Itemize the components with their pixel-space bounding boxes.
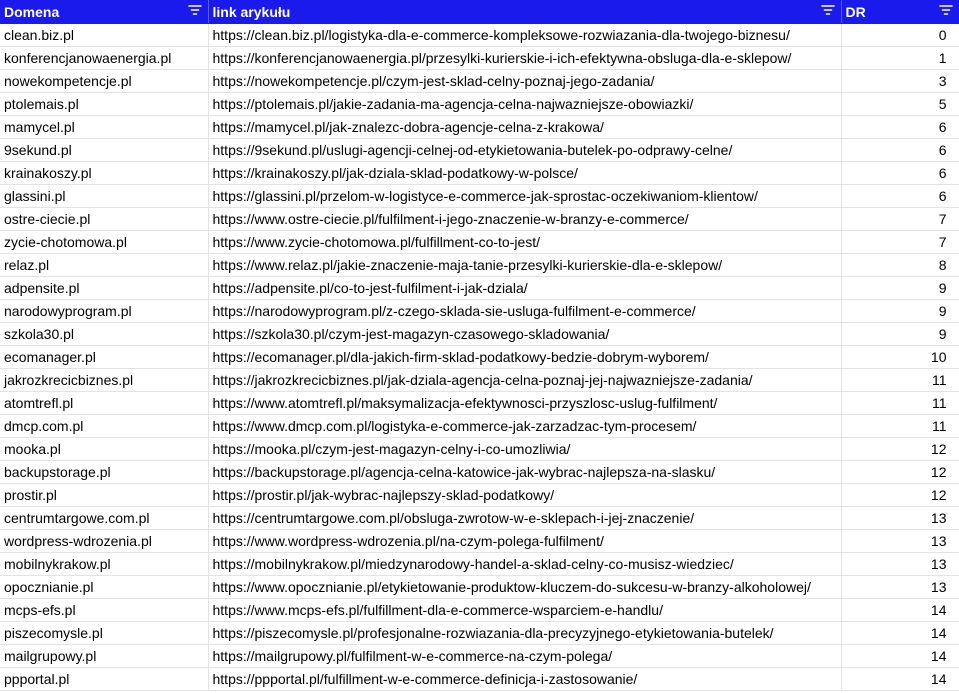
header-domain[interactable]	[0, 0, 208, 23]
table-row	[0, 207, 959, 230]
cell-dr[interactable]: 11	[841, 391, 959, 414]
cell-link[interactable]: https://piszecomysle.pl/profesjonalne-rozwiazania-dla-precyzyjnego-etykietowania-butelek/	[208, 621, 841, 644]
table-row	[0, 460, 959, 483]
cell-link[interactable]: https://centrumtargowe.com.pl/obsluga-zwrotow-w-e-sklepach-i-jej-znaczenie/	[208, 506, 841, 529]
cell-link[interactable]: https://adpensite.pl/co-to-jest-fulfilment-i-jak-dziala/	[208, 276, 841, 299]
table-row	[0, 46, 959, 69]
cell-dr[interactable]: 13	[841, 575, 959, 598]
cell-link[interactable]: https://krainakoszy.pl/jak-dziala-sklad-podatkowy-w-polsce/	[208, 161, 841, 184]
table-row	[0, 621, 959, 644]
cell-link[interactable]: https://prostir.pl/jak-wybrac-najlepszy-sklad-podatkowy/	[208, 483, 841, 506]
table-row	[0, 161, 959, 184]
cell-domain[interactable]: 9sekund.pl	[0, 138, 208, 161]
cell-link[interactable]: https://mooka.pl/czym-jest-magazyn-celny-i-co-umozliwia/	[208, 437, 841, 460]
cell-link[interactable]: https://backupstorage.pl/agencja-celna-katowice-jak-wybrac-najlepsza-na-slasku/	[208, 460, 841, 483]
cell-dr[interactable]: 11	[841, 414, 959, 437]
header-link[interactable]	[208, 0, 841, 23]
cell-dr[interactable]: 10	[841, 345, 959, 368]
cell-dr[interactable]: 14	[841, 598, 959, 621]
table-row	[0, 598, 959, 621]
table-row	[0, 506, 959, 529]
cell-link[interactable]: https://www.wordpress-wdrozenia.pl/na-czym-polega-fulfilment/	[208, 529, 841, 552]
cell-link[interactable]: https://www.mcps-efs.pl/fulfillment-dla-e-commerce-wsparciem-e-handlu/	[208, 598, 841, 621]
cell-domain[interactable]: relaz.pl	[0, 253, 208, 276]
cell-dr[interactable]: 9	[841, 322, 959, 345]
cell-domain[interactable]: zycie-chotomowa.pl	[0, 230, 208, 253]
cell-domain[interactable]: mailgrupowy.pl	[0, 644, 208, 667]
cell-dr[interactable]: 13	[841, 506, 959, 529]
filter-icon[interactable]	[188, 4, 202, 18]
table-row	[0, 391, 959, 414]
table-row	[0, 437, 959, 460]
cell-link[interactable]: https://clean.biz.pl/logistyka-dla-e-commerce-kompleksowe-rozwiazania-dla-twojego-biznesu/	[208, 23, 841, 46]
cell-domain[interactable]: krainakoszy.pl	[0, 161, 208, 184]
cell-link[interactable]: https://www.zycie-chotomowa.pl/fulfillment-co-to-jest/	[208, 230, 841, 253]
cell-link[interactable]: https://www.dmcp.com.pl/logistyka-e-commerce-jak-zarzadzac-tym-procesem/	[208, 414, 841, 437]
table-row	[0, 483, 959, 506]
cell-dr[interactable]: 9	[841, 299, 959, 322]
table-row	[0, 414, 959, 437]
cell-domain[interactable]: backupstorage.pl	[0, 460, 208, 483]
header-domain-label: Domena	[4, 3, 60, 20]
table-row	[0, 667, 959, 690]
cell-link[interactable]: https://szkola30.pl/czym-jest-magazyn-czasowego-skladowania/	[208, 322, 841, 345]
cell-domain[interactable]: ecomanager.pl	[0, 345, 208, 368]
cell-link[interactable]: https://mobilnykrakow.pl/miedzynarodowy-handel-a-sklad-celny-co-musisz-wiedziec/	[208, 552, 841, 575]
table-row	[0, 322, 959, 345]
cell-domain[interactable]: konferencjanowaenergia.pl	[0, 46, 208, 69]
cell-domain[interactable]: narodowyprogram.pl	[0, 299, 208, 322]
cell-dr[interactable]: 11	[841, 368, 959, 391]
cell-dr[interactable]: 3	[841, 69, 959, 92]
cell-dr[interactable]: 12	[841, 483, 959, 506]
cell-dr[interactable]: 5	[841, 92, 959, 115]
cell-link[interactable]: https://ecomanager.pl/dla-jakich-firm-sklad-podatkowy-bedzie-dobrym-wyborem/	[208, 345, 841, 368]
cell-dr[interactable]: 7	[841, 230, 959, 253]
cell-link[interactable]: https://9sekund.pl/uslugi-agencji-celnej-od-etykietowania-butelek-po-odprawy-celne/	[208, 138, 841, 161]
filter-icon[interactable]	[939, 4, 953, 18]
cell-link[interactable]: https://www.opocznianie.pl/etykietowanie-produktow-kluczem-do-sukcesu-w-branzy-alkoholowej/	[208, 575, 841, 598]
cell-domain[interactable]: glassini.pl	[0, 184, 208, 207]
cell-domain[interactable]: clean.biz.pl	[0, 23, 208, 46]
cell-dr[interactable]: 6	[841, 138, 959, 161]
cell-link[interactable]: https://ppportal.pl/fulfillment-w-e-commerce-definicja-i-zastosowanie/	[208, 667, 841, 690]
filter-icon[interactable]	[821, 4, 835, 18]
cell-dr[interactable]: 14	[841, 644, 959, 667]
table-row	[0, 184, 959, 207]
cell-dr[interactable]: 8	[841, 253, 959, 276]
cell-domain[interactable]: mamycel.pl	[0, 115, 208, 138]
cell-domain[interactable]: adpensite.pl	[0, 276, 208, 299]
cell-dr[interactable]: 14	[841, 667, 959, 690]
table-row	[0, 230, 959, 253]
cell-link[interactable]: https://www.relaz.pl/jakie-znaczenie-maja-tanie-przesylki-kurierskie-dla-e-sklepow/	[208, 253, 841, 276]
table-row	[0, 644, 959, 667]
table-row	[0, 575, 959, 598]
cell-domain[interactable]: ostre-ciecie.pl	[0, 207, 208, 230]
cell-dr[interactable]: 6	[841, 184, 959, 207]
header-row	[0, 0, 959, 23]
table-row	[0, 368, 959, 391]
cell-dr[interactable]: 12	[841, 460, 959, 483]
cell-dr[interactable]: 13	[841, 529, 959, 552]
cell-domain[interactable]: ppportal.pl	[0, 667, 208, 690]
cell-link[interactable]: https://jakrozkrecicbiznes.pl/jak-dziala-agencja-celna-poznaj-jej-najwazniejsze-zadania/	[208, 368, 841, 391]
cell-domain[interactable]: wordpress-wdrozenia.pl	[0, 529, 208, 552]
cell-domain[interactable]: prostir.pl	[0, 483, 208, 506]
header-dr-label: DR	[845, 3, 866, 20]
cell-link[interactable]: https://mamycel.pl/jak-znalezc-dobra-agencje-celna-z-krakowa/	[208, 115, 841, 138]
cell-dr[interactable]: 7	[841, 207, 959, 230]
cell-link[interactable]: https://ptolemais.pl/jakie-zadania-ma-agencja-celna-najwazniejsze-obowiazki/	[208, 92, 841, 115]
table-row	[0, 552, 959, 575]
cell-dr[interactable]: 9	[841, 276, 959, 299]
cell-dr[interactable]: 0	[841, 23, 959, 46]
table-row	[0, 92, 959, 115]
cell-dr[interactable]: 6	[841, 161, 959, 184]
table-row	[0, 138, 959, 161]
cell-domain[interactable]: mcps-efs.pl	[0, 598, 208, 621]
cell-link[interactable]: https://nowekompetencje.pl/czym-jest-sklad-celny-poznaj-jego-zadania/	[208, 69, 841, 92]
table-row	[0, 69, 959, 92]
header-link-label: link arykułu	[212, 3, 291, 20]
header-dr[interactable]	[841, 0, 959, 23]
table-row	[0, 345, 959, 368]
cell-domain[interactable]: nowekompetencje.pl	[0, 69, 208, 92]
table-row	[0, 115, 959, 138]
cell-domain[interactable]: opocznianie.pl	[0, 575, 208, 598]
cell-domain[interactable]: mobilnykrakow.pl	[0, 552, 208, 575]
cell-domain[interactable]: centrumtargowe.com.pl	[0, 506, 208, 529]
cell-link[interactable]: https://mailgrupowy.pl/fulfilment-w-e-commerce-na-czym-polega/	[208, 644, 841, 667]
cell-link[interactable]: https://www.atomtrefl.pl/maksymalizacja-efektywnosci-przyszlosc-uslug-fulfilment/	[208, 391, 841, 414]
table-row	[0, 23, 959, 46]
cell-link[interactable]: https://glassini.pl/przelom-w-logistyce-e-commerce-jak-sprostac-oczekiwaniom-klientow/	[208, 184, 841, 207]
table-row	[0, 529, 959, 552]
cell-link[interactable]: https://konferencjanowaenergia.pl/przesylki-kurierskie-i-ich-efektywna-obsluga-dla-e-sklepow/	[208, 46, 841, 69]
cell-domain[interactable]: atomtrefl.pl	[0, 391, 208, 414]
cell-dr[interactable]: 6	[841, 115, 959, 138]
cell-domain[interactable]: dmcp.com.pl	[0, 414, 208, 437]
table-row	[0, 276, 959, 299]
cell-link[interactable]: https://narodowyprogram.pl/z-czego-sklada-sie-usluga-fulfilment-e-commerce/	[208, 299, 841, 322]
table-row	[0, 253, 959, 276]
cell-dr[interactable]: 12	[841, 437, 959, 460]
cell-link[interactable]: https://www.ostre-ciecie.pl/fulfilment-i-jego-znaczenie-w-branzy-e-commerce/	[208, 207, 841, 230]
table-row	[0, 299, 959, 322]
cell-domain[interactable]: mooka.pl	[0, 437, 208, 460]
cell-domain[interactable]: ptolemais.pl	[0, 92, 208, 115]
cell-dr[interactable]: 13	[841, 552, 959, 575]
cell-domain[interactable]: szkola30.pl	[0, 322, 208, 345]
cell-domain[interactable]: piszecomysle.pl	[0, 621, 208, 644]
cell-dr[interactable]: 1	[841, 46, 959, 69]
cell-domain[interactable]: jakrozkrecicbiznes.pl	[0, 368, 208, 391]
cell-dr[interactable]: 14	[841, 621, 959, 644]
